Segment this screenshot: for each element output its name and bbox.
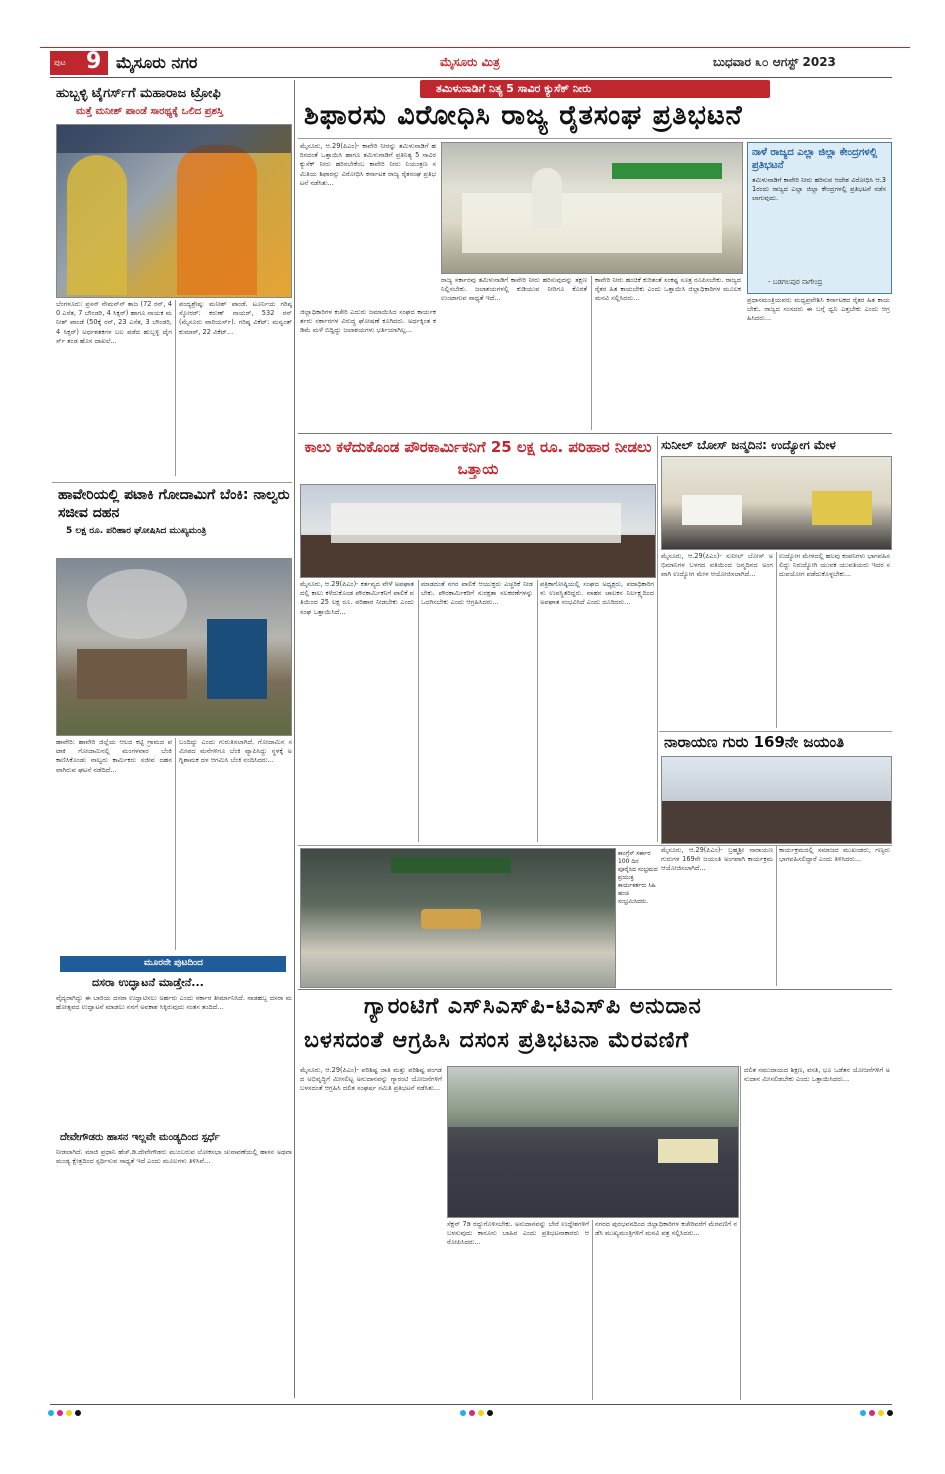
reg-dot-magenta-2: [469, 1410, 475, 1416]
gs-headline-2: ಬಳಸದಂತೆ ಆಗ್ರಹಿಸಿ ದಸಂಸ ಪ್ರತಿಭಟನಾ ಮೆರವಣಿಗೆ: [304, 1028, 690, 1053]
sidebar-box-byline: - ಬಡಗಲಪುರ ನಾಗೇಂದ್ರ: [768, 278, 823, 286]
reg-dot-yellow: [66, 1410, 72, 1416]
lead-rule: [298, 138, 892, 139]
fire-photo: [56, 558, 292, 736]
lead-body-d: ಕಾವೇರಿ ನೀರು ಹಂಚಿಕೆ ಕುರಿತಂತೆ ಸಂಕಷ್ಟ ಸೂತ್ರ ರೂಪಿಸಬೇಕು. ರಾಜ್ಯದ ರೈತರ ಹಿತ ಕಾಯಬೇಕು ಎಂದು ಒತ್ತಾಯಿಸಿ ಜಿಲ್ಲಾಧಿಕಾರಿಗಳ ಮೂಲಕ ಮನವಿ ಸಲ್ಲಿಸಿದರು...: [595, 276, 741, 303]
press-meet-photo: [300, 484, 656, 578]
ng-col-rule: [776, 846, 777, 986]
masthead: ಮೈಸೂರು ಮಿತ್ರ: [440, 55, 500, 69]
section-title: ಮೈಸೂರು ನಗರ: [116, 53, 198, 72]
story3-title: ದಸರಾ ಉದ್ಘಾಟನೆ ಮಾಡ್ತೇನೆ...: [92, 976, 204, 989]
reg-dot-magenta-3: [869, 1410, 875, 1416]
gs-headline-1: ಗ್ಯಾರಂಟಿಗೆ ಎಸ್‌ಸಿಎಸ್‌ಪಿ-ಟಿಎಸ್‌ಪಿ ಅನುದಾನ: [364, 994, 702, 1019]
job-fair-photo: [661, 456, 892, 550]
story1-subtitle: ಮತ್ತೆ ಮನೀಶ್ ಪಾಂಡೆ ಸಾರಥ್ಯಕ್ಕೆ ಒಲಿದ ಪ್ರಶಸ್ತಿ: [76, 106, 224, 117]
reg-dot-yellow-3: [878, 1410, 884, 1416]
pk-col-rule-2: [537, 580, 538, 842]
reg-dot-cyan: [48, 1410, 54, 1416]
story1-col-rule: [175, 300, 176, 476]
continued-banner-text: ಮೂರನೇ ಪುಟದಿಂದ: [144, 958, 203, 968]
sidebar-box-body: ತಮಿಳುನಾಡಿಗೆ ಕಾವೇರಿ ನೀರು ಹರಿಸುವ ಆದೇಶ ವಿರೋಧಿಸಿ ಆ.31ರಂದು ರಾಜ್ಯದ ಎಲ್ಲಾ ಜಿಲ್ಲಾ ಕೇಂದ್ರಗಳಲ್ಲಿ ಪ್ರತಿಭಟನೆ ನಡೆಸಲಾಗುವುದು.: [752, 176, 886, 203]
dss-rally-photo: [447, 1066, 739, 1218]
gs-col-rule: [592, 1220, 593, 1400]
sb-body-b: ಉದ್ಯೋಗ ಮೇಳದಲ್ಲಿ ಹಲವು ಕಂಪನಿಗಳು ಭಾಗವಹಿಸಲಿದ್ದು ನಿರುದ್ಯೋಗಿ ಯುವಕ ಯುವತಿಯರು ಇದರ ಸದುಪಯೋಗ ಪಡೆದುಕೊಳ್ಳಬೇಕು...: [779, 552, 890, 579]
reg-dot-black-3: [887, 1410, 893, 1416]
left-column: [52, 80, 292, 1398]
reg-dot-cyan-2: [460, 1410, 466, 1416]
story1-body-b: ಪಂದ್ಯಶ್ರೇಷ್ಠ: ಮನೀಶ್ ಪಾಂಡೆ. ಟೂರ್ನಿಯ ಗರಿಷ್ಠ ಸ್ಕೋರರ್: ಕರುಣ್ ನಾಯರ್, 532 ರನ್ (ಮೈಸೂರು ವಾರಿಯರ್ಸ್). ಗರಿಷ್ಠ ವಿಕೆಟ್: ಮನ್ವಂತ್ ಕುಮಾರ್, 22 ವಿಕೆಟ್...: [179, 300, 292, 336]
ng-rule: [659, 731, 892, 732]
pk-col-rule-1: [418, 580, 419, 842]
pk-body-a: ಮೈಸೂರು, ಆ.29(ಪಿಎಂ)- ಕರ್ತವ್ಯದ ವೇಳೆ ಅಪಘಾತದಲ್ಲಿ ಕಾಲು ಕಳೆದುಕೊಂಡ ಪೌರಕಾರ್ಮಿಕನಿಗೆ ಪಾಲಿಕೆ ವತಿಯಿಂದ 25 ಲಕ್ಷ ರೂ. ಪರಿಹಾರ ನೀಡಬೇಕು ಎಂದು ಸಂಘ ಒತ್ತಾಯಿಸಿದೆ...: [300, 580, 414, 616]
gs-body-d: ದಲಿತ ಸಮುದಾಯದ ಶಿಕ್ಷಣ, ವಸತಿ, ಭೂ ಒಡೆತನ ಯೋಜನೆಗಳಿಗೆ ಅನುದಾನ ಮೀಸಲಿಡಬೇಕು ಎಂದು ಒತ್ತಾಯಿಸಿದರು...: [744, 1066, 890, 1084]
issue-date: ಬುಧವಾರ ೩೦ ಆಗಸ್ಟ್ 2023: [713, 55, 836, 69]
lead-body-a: ಮೈಸೂರು, ಆ.29(ಪಿಎಂ)- ಕಾವೇರಿ ನೀರನ್ನು ತಮಿಳುನಾಡಿಗೆ ಹರಿಸದಂತೆ ಒತ್ತಾಯಿಸಿ ಹಾಗೂ ತಮಿಳುನಾಡಿಗೆ ಪ್ರತಿನಿತ್ಯ 5 ಸಾವಿರ ಕ್ಯುಸೆಕ್ ನೀರು ಹರಿಸಬೇಕೆಂಬ ಕಾವೇರಿ ನೀರು ನಿಯಂತ್ರಣ ಸಮಿತಿಯ ಶಿಫಾರಸ್ಸು ವಿರೋಧಿಸಿ ಕರ್ನಾಟಕ ರಾಜ್ಯ ರೈತಸಂಘ ಪ್ರತಿಭಟನೆ ನಡೆಸಿತು...: [300, 142, 436, 187]
sidebar-box-title: ನಾಳೆ ರಾಜ್ಯದ ಎಲ್ಲಾ ಜಿಲ್ಲಾ ಕೇಂದ್ರಗಳಲ್ಲಿ ಪ್ರತಿಭಟನೆ: [752, 147, 878, 171]
top-border: [40, 47, 910, 48]
story4-body: ನೀಡಲಾಗಿದೆ. ಮಾಜಿ ಪ್ರಧಾನಿ ಹೆಚ್.ಡಿ.ದೇವೇಗೌಡರು ಮುಂಬರುವ ಲೋಕಸಭಾ ಚುನಾವಣೆಯಲ್ಲಿ ಹಾಸನ ಅಥವಾ ಮಂಡ್ಯ ಕ್ಷೇತ್ರದಿಂದ ಸ್ಪರ್ಧಿಸುವ ಸಾಧ್ಯತೆ ಇದೆ ಎಂದು ಮೂಲಗಳು ತಿಳಿಸಿವೆ...: [56, 1148, 292, 1166]
lead-headline: ಶಿಫಾರಸು ವಿರೋಧಿಸಿ ರಾಜ್ಯ ರೈತಸಂಘ ಪ್ರತಿಭಟನೆ: [304, 100, 743, 131]
pk-body-b: ಮಾಡದಂತೆ ನಗರ ಪಾಲಿಕೆ ಆಯುಕ್ತರು ಎಚ್ಚರಿಕೆ ನೀಡಬೇಕು. ಪೌರಕಾರ್ಮಿಕರಿಗೆ ಸುರಕ್ಷತಾ ಸಲಕರಣೆಗಳನ್ನು ಒದಗಿಸಬೇಕು ಎಂದು ಆಗ್ರಹಿಸಿದರು...: [421, 580, 533, 607]
celebration-photo: [300, 848, 616, 988]
row2-rule: [298, 433, 892, 434]
reg-dot-black: [75, 1410, 81, 1416]
ng-body-a: ಮೈಸೂರು, ಆ.29(ಪಿಎಂ)- ಬ್ರಹ್ಮಶ್ರೀ ನಾರಾಯಣ ಗುರುಗಳ 169ನೇ ಜಯಂತಿ ಅಂಗವಾಗಿ ಕಾರ್ಯಕ್ರಮ ಆಯೋಜಿಸಲಾಗಿದೆ...: [661, 846, 773, 873]
pk-headline: ಕಾಲು ಕಳೆದುಕೊಂಡ ಪೌರಕಾರ್ಮಿಕನಿಗೆ 25 ಲಕ್ಷ ರೂ. ಪರಿಹಾರ ನೀಡಲು ಒತ್ತಾಯ: [304, 438, 652, 478]
sb-headline: ಸುನೀಲ್ ಬೋಸ್ ಜನ್ಮದಿನ: ಉದ್ಯೋಗ ಮೇಳ: [661, 438, 836, 452]
lead-kicker: ತಮಿಳುನಾಡಿಗೆ ನಿತ್ಯ 5 ಸಾವಿರ ಕ್ಯುಸೆಕ್ ನೀರು: [436, 82, 592, 95]
main-divider: [294, 80, 295, 1398]
left-rule-1: [52, 482, 292, 483]
header-rule: [50, 77, 892, 78]
cricket-photo: [56, 124, 292, 298]
reg-dot-yellow-2: [478, 1410, 484, 1416]
story2-col-rule: [175, 738, 176, 950]
lead-body-c: ರಾಜ್ಯ ಸರ್ಕಾರವು ತಮಿಳುನಾಡಿಗೆ ಕಾವೇರಿ ನೀರು ಹರಿಸುವುದನ್ನು ತಕ್ಷಣ ನಿಲ್ಲಿಸಬೇಕು. ಜಲಾಶಯಗಳಲ್ಲಿ ಕುಡಿಯುವ ನೀರಿಗೂ ಕೊರತೆ ಉಂಟಾಗುವ ಸಾಧ್ಯತೆ ಇದೆ...: [441, 276, 587, 303]
pk-body-c: ಪತ್ರಿಕಾಗೋಷ್ಠಿಯಲ್ಲಿ ಸಂಘದ ಅಧ್ಯಕ್ಷರು, ಪದಾಧಿಕಾರಿಗಳು ಉಪಸ್ಥಿತರಿದ್ದರು. ವಾಹನ ಚಾಲಕನ ನಿರ್ಲಕ್ಷ್ಯದಿಂದ ಅಪಘಾತ ಸಂಭವಿಸಿದೆ ಎಂದು ದೂರಿದರು...: [540, 580, 654, 607]
sidebar-body-after: ಪ್ರಧಾನಮಂತ್ರಿಯವರು ಮಧ್ಯಪ್ರವೇಶಿಸಿ ಕರ್ನಾಟಕದ ರೈತರ ಹಿತ ಕಾಯಬೇಕು. ರಾಜ್ಯದ ಸಂಸದರು ಈ ಬಗ್ಗೆ ಧ್ವನಿ ಎತ್ತಬೇಕು ಎಂದು ಆಗ್ರಹಿಸಿದರು...: [747, 296, 890, 323]
page-number: 9: [86, 49, 102, 74]
celebration-caption: ಕಾಂಗ್ರೆಸ್ ಸರ್ಕಾರ 100 ದಿನ ಪೂರೈಸಿದ ಸಂಭ್ರಮದ ಪ್ರಯುಕ್ತ ಕಾರ್ಯಕರ್ತರು ಸಿಹಿ ಹಂಚಿ ಸಂಭ್ರಮಿಸಿದರು.: [618, 850, 658, 905]
protest-photo: [441, 142, 743, 274]
story2-subtitle: 5 ಲಕ್ಷ ರೂ. ಪರಿಹಾರ ಘೋಷಿಸಿದ ಮುಖ್ಯಮಂತ್ರಿ: [66, 526, 207, 536]
gs-col-rule-2: [740, 1066, 741, 1400]
story4-title: ದೇವೇಗೌಡರು ಹಾಸನ ಇಲ್ಲವೇ ಮಂಡ್ಯದಿಂದ ಸ್ಪರ್ಧೆ: [60, 1132, 220, 1143]
gs-body-b: ಸೆಕ್ಷನ್ 7ಡಿ ರದ್ದುಗೊಳಿಸಬೇಕು. ಅನುದಾನವನ್ನು ಬೇರೆ ಉದ್ದೇಶಗಳಿಗೆ ಬಳಸುವುದು ಕಾನೂನು ಬಾಹಿರ ಎಂದು ಪ್ರತಿಭಟನಾಕಾರರು ಆರೋಪಿಸಿದರು...: [447, 1220, 589, 1247]
lead-col-rule: [591, 276, 592, 430]
story2-title: ಹಾವೇರಿಯಲ್ಲಿ ಪಟಾಕಿ ಗೋದಾಮಿಗೆ ಬೆಂಕಿ: ನಾಲ್ವರು ಸಜೀವ ದಹನ: [58, 487, 290, 521]
gs-body-a: ಮೈಸೂರು, ಆ.29(ಪಿಎಂ)- ಪರಿಶಿಷ್ಟ ಜಾತಿ ಮತ್ತು ಪರಿಶಿಷ್ಟ ಪಂಗಡದ ಅಭಿವೃದ್ಧಿಗೆ ಮೀಸಲಿಟ್ಟ ಅನುದಾನವನ್ನು ಗ್ಯಾರಂಟಿ ಯೋಜನೆಗಳಿಗೆ ಬಳಸದಂತೆ ಆಗ್ರಹಿಸಿ ದಲಿತ ಸಂಘರ್ಷ ಸಮಿತಿ ಪ್ರತಿಭಟನೆ ನಡೆಸಿತು...: [300, 1066, 442, 1093]
story3-body: ವೈದ್ಯರಾಗಿದ್ದು ಈ ಬಾರಿಯ ದಸರಾ ಉದ್ಘಾಟಿಸಲು ಅರ್ಹರು ಎಂದು ಸರ್ಕಾರ ತೀರ್ಮಾನಿಸಿದೆ. ನಾಡಹಬ್ಬ ದಸರಾ ಮಹೋತ್ಸವದ ಉದ್ಘಾಟನೆ ಮಾಡಲು ನನಗೆ ಅವಕಾಶ ಸಿಕ್ಕಿರುವುದು ಸಂತಸ ತಂದಿದೆ...: [56, 994, 292, 1012]
reg-dot-cyan-3: [860, 1410, 866, 1416]
sb-body-a: ಮೈಸೂರು, ಆ.29(ಪಿಎಂ)- ಸುನೀಲ್ ಬೋಸ್ ಅಭಿಮಾನಿಗಳ ಬಳಗದ ವತಿಯಿಂದ ಜನ್ಮದಿನದ ಅಂಗವಾಗಿ ಉದ್ಯೋಗ ಮೇಳ ಆಯೋಜಿಸಲಾಗಿದೆ...: [661, 552, 773, 579]
row4-rule: [298, 989, 892, 990]
story2-body-a: ಹಾವೇರಿ: ಹಾವೇರಿ ಜಿಲ್ಲೆಯ ಆಲದ ಕಟ್ಟಿ ಗ್ರಾಮದ ಪಟಾಕಿ ಗೋದಾಮಿನಲ್ಲಿ ಮಂಗಳವಾರ ಬೆಂಕಿ ಕಾಣಿಸಿಕೊಂಡು ನಾಲ್ವರು ಕಾರ್ಮಿಕರು ಸಜೀವ ದಹನವಾಗಿರುವ ಘಟನೆ ನಡೆದಿದೆ...: [56, 738, 172, 774]
ng-headline: ನಾರಾಯಣ ಗುರು 169ನೇ ಜಯಂತಿ: [664, 733, 845, 751]
gs-body-c: ನಗರದ ಪುರಭವನದಿಂದ ಜಿಲ್ಲಾಧಿಕಾರಿಗಳ ಕಚೇರಿವರೆಗೆ ಮೆರವಣಿಗೆ ನಡೆಸಿ ಮುಖ್ಯಮಂತ್ರಿಗಳಿಗೆ ಮನವಿ ಪತ್ರ ಸಲ್ಲಿಸಿದರು...: [595, 1220, 737, 1238]
right-col-divider: [657, 436, 658, 842]
story1-title: ಹುಬ್ಬಳ್ಳಿ ಟೈಗರ್ಸ್‌ಗೆ ಮಹಾರಾಜ ಟ್ರೋಫಿ: [56, 86, 221, 101]
lead-body-b: ಜಿಲ್ಲಾಧಿಕಾರಿಗಳ ಕಚೇರಿ ಎದುರು ಜಮಾಯಿಸಿದ ಸಂಘದ ಕಾರ್ಯಕರ್ತರು ಸರ್ಕಾರಗಳ ವಿರುದ್ಧ ಘೋಷಣೆ ಕೂಗಿದರು. ಅರ್ಧಕ್ಕಿಂತ ಕಡಿಮೆ ಮಳೆ ಬಿದ್ದಿದ್ದು ಜಲಾಶಯಗಳು ಭರ್ತಿಯಾಗಿಲ್ಲ...: [300, 308, 436, 335]
page-label: ಪುಟ: [54, 58, 66, 67]
story1-body-a: ಬೆಂಗಳೂರು: ಪ್ರಸನ್ ನೇಮನ್‌ನ್ ತಾಜ (72 ರನ್, 40 ಎಸೆತ, 7 ಬೌಂಡರಿ, 4 ಸಿಕ್ಸರ್) ಹಾಗೂ ನಾಯಕ ಮನೀಶ್ ಪಾಂಡೆ (50ಕ್ಕೆ ರನ್, 23 ಎಸೆತ, 3 ಬೌಂಡರಿ, 4 ಸಿಕ್ಸರ್) ಅರ್ಧಶತಕಗಳ ಬಲ ಪಡೆದ ಹುಬ್ಬಳ್ಳಿ ಟೈಗರ್ಸ್ ತಂಡ ಹೊಸ ದಾಖಲೆ...: [56, 300, 172, 345]
sb-col-rule: [776, 552, 777, 728]
story2-body-b: ಬಂದಿದ್ದು ಎಂದು ಗುರುತಿಸಲಾಗಿದೆ. ಗೋದಾಮಿನ ಸಮೀಪದ ಮನೆಗಳಿಗೂ ಬೆಂಕಿ ವ್ಯಾಪಿಸಿದ್ದು ಸ್ಥಳಕ್ಕೆ ಅಗ್ನಿಶಾಮಕ ದಳ ಆಗಮಿಸಿ ಬೆಂಕಿ ನಂದಿಸಿದರು...: [179, 738, 292, 765]
narayana-guru-photo: [661, 756, 892, 844]
ng-body-b: ಕಾರ್ಯಕ್ರಮದಲ್ಲಿ ಸಮಾಜದ ಮುಖಂಡರು, ಗಣ್ಯರು ಭಾಗವಹಿಸಲಿದ್ದಾರೆ ಎಂದು ತಿಳಿಸಿದರು...: [779, 846, 890, 864]
reg-dot-magenta: [57, 1410, 63, 1416]
bottom-rule: [50, 1404, 892, 1405]
reg-dot-black-2: [487, 1410, 493, 1416]
